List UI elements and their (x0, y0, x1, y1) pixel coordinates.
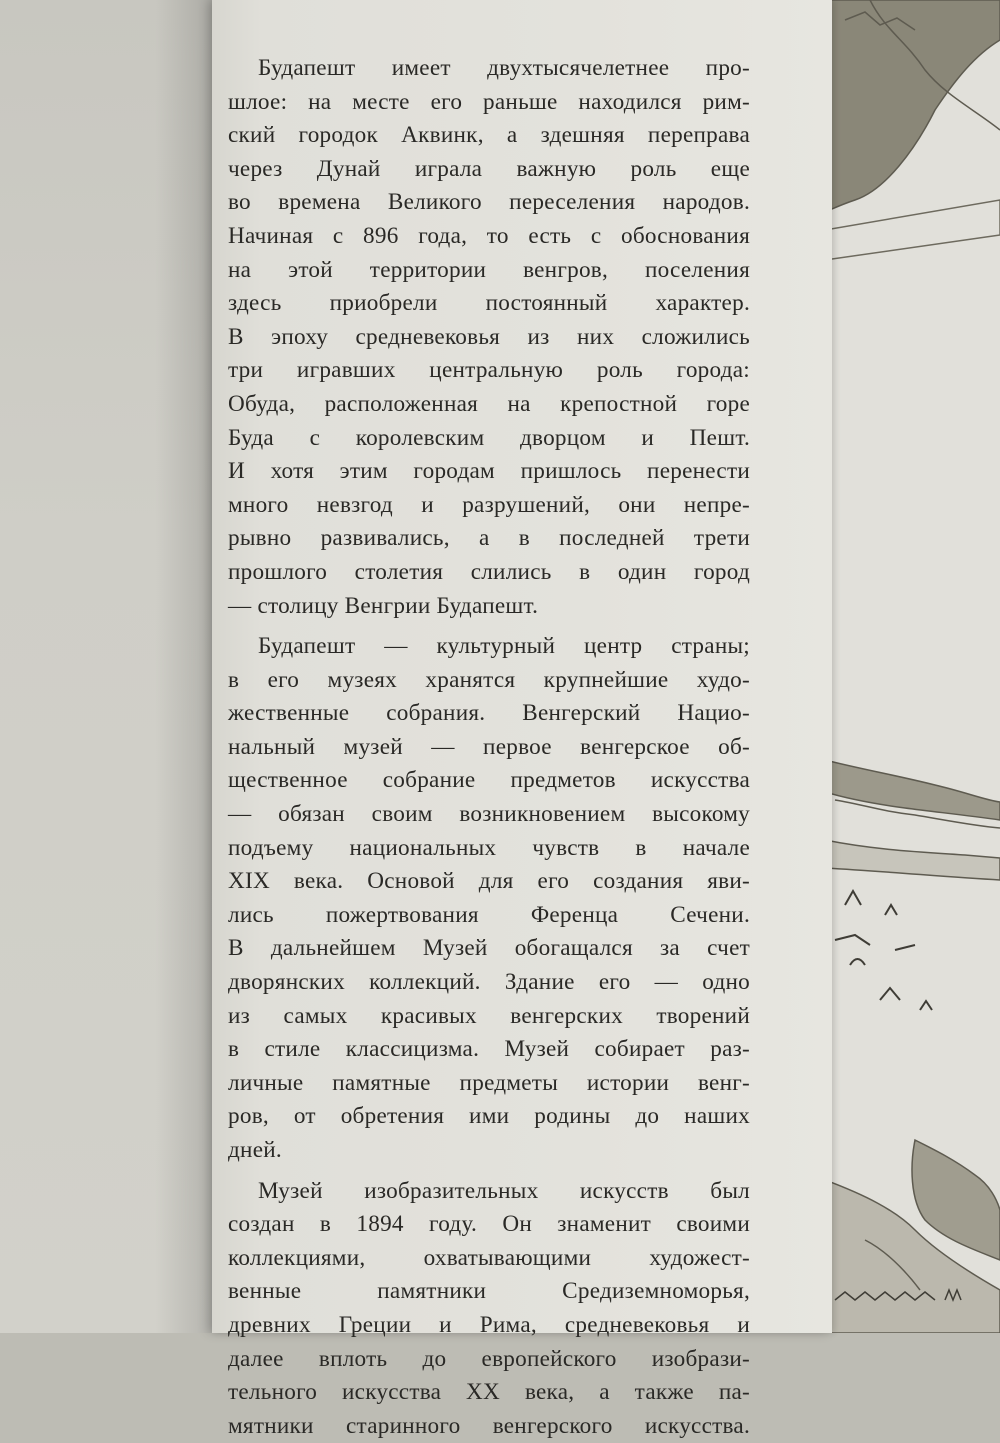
text-line: жественные собрания. Венгерский Нацио- (228, 700, 750, 727)
map-engraving-illustration (825, 0, 1000, 1333)
text-line: ров, от обретения ими родины до наших (228, 1103, 750, 1130)
text-line: В дальнейшем Музей обогащался за счет (228, 935, 750, 962)
text-line: Обуда, расположенная на крепостной горе (228, 390, 750, 417)
text-line: древних Греции и Рима, средневековья и (228, 1311, 750, 1338)
text-line: три игравших центральную роль города: (228, 357, 750, 384)
text-line: здесь приобрели постоянный характер. (228, 290, 750, 317)
text-line: во времена Великого переселения народов. (228, 189, 750, 216)
text-line: Буда с королевским дворцом и Пешт. (228, 424, 750, 451)
text-line: из самых красивых венгерских творений (228, 1002, 750, 1029)
text-line: дней. (228, 1137, 282, 1163)
text-line: подъему национальных чувств в начале (228, 834, 750, 861)
paragraph-history (228, 52, 750, 623)
text-line: Будапешт имеет двухтысячелетнее про- (258, 55, 750, 81)
text-line: личные памятные предметы истории венг- (228, 1069, 750, 1096)
text-line: много невзгод и разрушений, они непре- (228, 491, 750, 518)
text-line: коллекциями, охватывающими художест- (228, 1244, 750, 1271)
text-line: шлое: на месте его раньше находился рим- (228, 88, 750, 115)
text-line: И хотя этим городам пришлось перенести (228, 458, 750, 485)
paragraph-gap (228, 623, 750, 630)
paragraph-fine-arts-museum (228, 1175, 750, 1443)
text-line: Будапешт — культурный центр страны; (258, 633, 750, 660)
text-line: ский городок Аквинк, а здешняя переправа (228, 122, 750, 149)
text-line: прошлого столетия слились в один город (228, 558, 750, 585)
text-line: венные памятники Средиземноморья, (228, 1278, 750, 1305)
text-line: дворянских коллекций. Здание его — одно (228, 969, 750, 996)
text-line: тельного искусства XX века, а также па- (228, 1379, 750, 1406)
body-text (212, 52, 750, 1443)
text-line: Музей изобразительных искусств был (258, 1177, 750, 1204)
text-line: XIX века. Основой для его создания яви- (228, 868, 750, 895)
text-line: щественное собрание предметов искусства (228, 767, 750, 794)
text-line: — обязан своим возникновением высокому (228, 801, 750, 828)
text-line: на этой территории венгров, поселения (228, 256, 750, 283)
paragraph-museums (228, 630, 750, 1168)
text-line: создан в 1894 году. Он знаменит своими (228, 1211, 750, 1238)
text-line: В эпоху средневековья из них сложились (228, 323, 750, 350)
paragraph-gap (228, 1168, 750, 1175)
text-line: через Дунай играла важную роль еще (228, 155, 750, 182)
text-line: рывно развивались, а в последней трети (228, 525, 750, 552)
text-page (212, 0, 832, 1439)
text-line: в его музеях хранятся крупнейшие худо- (228, 666, 750, 693)
text-line: лись пожертвования Ференца Сечени. (228, 901, 750, 928)
text-line: — столицу Венгрии Будапешт. (228, 592, 539, 619)
text-line: далее вплоть до европейского изобрази- (228, 1345, 750, 1372)
text-line: нальный музей — первое венгерское об- (228, 733, 750, 760)
text-line: в стиле классицизма. Музей собирает раз- (228, 1036, 750, 1063)
text-line: мятники старинного венгерского искусства. (228, 1412, 750, 1439)
text-line: Начиная с 896 года, то есть с обоснования (228, 222, 750, 249)
